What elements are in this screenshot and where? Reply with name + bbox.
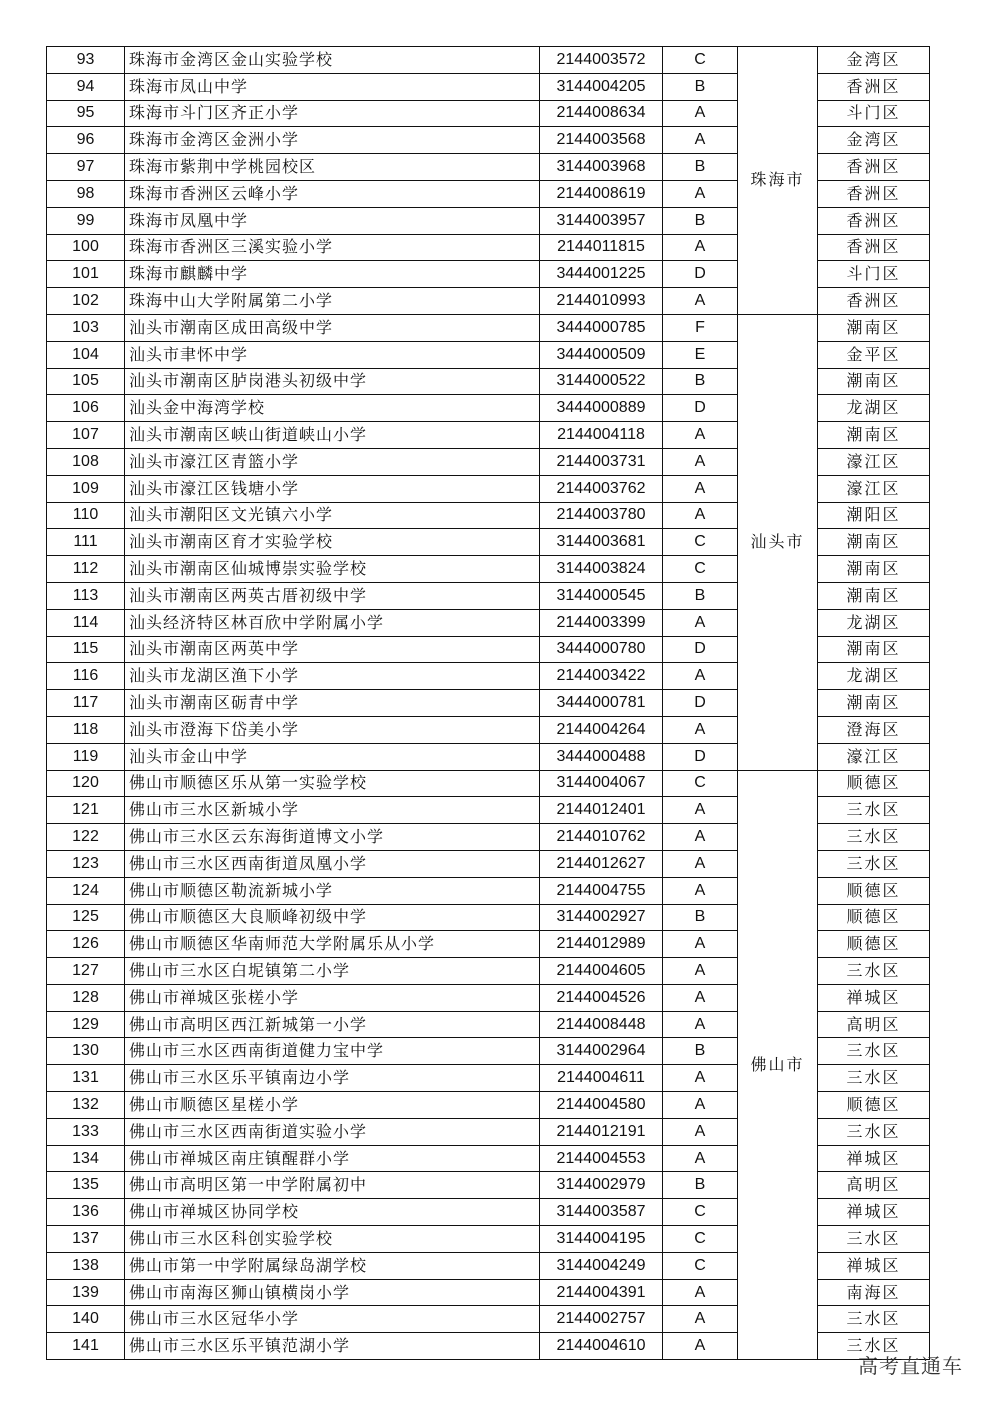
row-number: 108 [47, 448, 125, 475]
school-level: A [663, 288, 738, 315]
school-level: A [663, 1092, 738, 1119]
district-cell: 香洲区 [818, 180, 930, 207]
row-number: 96 [47, 127, 125, 154]
school-level: A [663, 877, 738, 904]
school-level: A [663, 502, 738, 529]
school-name: 珠海市凤凰中学 [125, 207, 540, 234]
school-code: 2144004391 [540, 1279, 663, 1306]
table-row [47, 47, 930, 74]
school-level: B [663, 154, 738, 181]
row-number: 121 [47, 797, 125, 824]
row-number: 126 [47, 931, 125, 958]
school-name: 佛山市三水区西南街道凤凰小学 [125, 850, 540, 877]
row-number: 134 [47, 1145, 125, 1172]
school-level: A [663, 1118, 738, 1145]
district-cell: 金湾区 [818, 127, 930, 154]
school-code: 3444000780 [540, 636, 663, 663]
district-cell: 三水区 [818, 1226, 930, 1253]
school-level: A [663, 1333, 738, 1360]
row-number: 117 [47, 690, 125, 717]
school-code: 2144003422 [540, 663, 663, 690]
school-code: 3144000545 [540, 582, 663, 609]
district-cell: 三水区 [818, 1306, 930, 1333]
school-level: C [663, 1226, 738, 1253]
row-number: 101 [47, 261, 125, 288]
school-name: 汕头市潮南区峡山街道峡山小学 [125, 422, 540, 449]
district-cell: 潮南区 [818, 368, 930, 395]
school-code: 3444000509 [540, 341, 663, 368]
school-code: 2144012401 [540, 797, 663, 824]
table-row [47, 770, 930, 797]
row-number: 141 [47, 1333, 125, 1360]
district-cell: 潮南区 [818, 636, 930, 663]
row-number: 139 [47, 1279, 125, 1306]
school-level: C [663, 47, 738, 74]
school-name: 汕头市潮南区成田高级中学 [125, 314, 540, 341]
district-cell: 高明区 [818, 1011, 930, 1038]
district-cell: 潮南区 [818, 314, 930, 341]
row-number: 107 [47, 422, 125, 449]
school-code: 2144011815 [540, 234, 663, 261]
row-number: 95 [47, 100, 125, 127]
city-cell: 汕头市 [738, 314, 818, 770]
school-level: A [663, 958, 738, 985]
district-cell: 龙湖区 [818, 663, 930, 690]
row-number: 104 [47, 341, 125, 368]
school-code: 2144004580 [540, 1092, 663, 1119]
school-level: F [663, 314, 738, 341]
district-cell: 三水区 [818, 1038, 930, 1065]
city-cell: 珠海市 [738, 47, 818, 315]
school-name: 珠海市金湾区金山实验学校 [125, 47, 540, 74]
school-code: 2144012627 [540, 850, 663, 877]
district-cell: 三水区 [818, 1065, 930, 1092]
school-name: 佛山市禅城区南庄镇醒群小学 [125, 1145, 540, 1172]
row-number: 128 [47, 984, 125, 1011]
district-cell: 香洲区 [818, 207, 930, 234]
district-cell: 香洲区 [818, 154, 930, 181]
district-cell: 顺德区 [818, 931, 930, 958]
district-cell: 顺德区 [818, 770, 930, 797]
school-code: 2144003762 [540, 475, 663, 502]
school-code: 3144002964 [540, 1038, 663, 1065]
school-code: 3144004195 [540, 1226, 663, 1253]
district-cell: 龙湖区 [818, 609, 930, 636]
school-level: A [663, 234, 738, 261]
school-level: A [663, 127, 738, 154]
school-code: 2144008619 [540, 180, 663, 207]
school-name: 汕头市潮阳区文光镇六小学 [125, 502, 540, 529]
school-code: 3144003968 [540, 154, 663, 181]
school-code: 2144010762 [540, 824, 663, 851]
school-code: 2144003780 [540, 502, 663, 529]
row-number: 99 [47, 207, 125, 234]
school-code: 2144002757 [540, 1306, 663, 1333]
school-level: A [663, 180, 738, 207]
school-code: 2144008448 [540, 1011, 663, 1038]
school-level: B [663, 368, 738, 395]
school-name: 佛山市禅城区协同学校 [125, 1199, 540, 1226]
school-code: 2144004526 [540, 984, 663, 1011]
row-number: 109 [47, 475, 125, 502]
school-level: E [663, 341, 738, 368]
school-name: 汕头市濠江区钱塘小学 [125, 475, 540, 502]
row-number: 93 [47, 47, 125, 74]
district-cell: 顺德区 [818, 904, 930, 931]
district-cell: 禅城区 [818, 1145, 930, 1172]
school-code: 2144012191 [540, 1118, 663, 1145]
school-code: 3144002927 [540, 904, 663, 931]
school-level: A [663, 1011, 738, 1038]
school-name: 佛山市高明区第一中学附属初中 [125, 1172, 540, 1199]
school-code: 3144004067 [540, 770, 663, 797]
school-name: 佛山市三水区科创实验学校 [125, 1226, 540, 1253]
school-code: 2144010993 [540, 288, 663, 315]
school-code: 3144003824 [540, 556, 663, 583]
school-name: 珠海市紫荆中学桃园校区 [125, 154, 540, 181]
district-cell: 南海区 [818, 1279, 930, 1306]
school-code: 3144003957 [540, 207, 663, 234]
school-level: A [663, 1065, 738, 1092]
school-level: B [663, 73, 738, 100]
district-cell: 金平区 [818, 341, 930, 368]
school-level: A [663, 1279, 738, 1306]
district-cell: 濠江区 [818, 743, 930, 770]
district-cell: 三水区 [818, 958, 930, 985]
school-name: 汕头市潮南区砺青中学 [125, 690, 540, 717]
school-code: 3144003587 [540, 1199, 663, 1226]
row-number: 110 [47, 502, 125, 529]
row-number: 132 [47, 1092, 125, 1119]
school-code: 2144003568 [540, 127, 663, 154]
school-level: B [663, 1038, 738, 1065]
district-cell: 三水区 [818, 850, 930, 877]
school-level: A [663, 475, 738, 502]
school-name: 珠海市麒麟中学 [125, 261, 540, 288]
district-cell: 香洲区 [818, 73, 930, 100]
district-cell: 三水区 [818, 1118, 930, 1145]
row-number: 119 [47, 743, 125, 770]
school-level: A [663, 984, 738, 1011]
school-code: 2144004755 [540, 877, 663, 904]
school-level: B [663, 1172, 738, 1199]
school-code: 3144000522 [540, 368, 663, 395]
row-number: 111 [47, 529, 125, 556]
school-code: 2144004605 [540, 958, 663, 985]
row-number: 133 [47, 1118, 125, 1145]
school-code: 2144012989 [540, 931, 663, 958]
district-cell: 三水区 [818, 824, 930, 851]
school-code: 3144004249 [540, 1252, 663, 1279]
school-name: 珠海市金湾区金洲小学 [125, 127, 540, 154]
school-level: A [663, 716, 738, 743]
school-code: 2144004553 [540, 1145, 663, 1172]
city-cell: 佛山市 [738, 770, 818, 1360]
school-level: A [663, 609, 738, 636]
district-cell: 三水区 [818, 1333, 930, 1360]
school-level: D [663, 636, 738, 663]
school-level: B [663, 582, 738, 609]
school-name: 佛山市顺德区乐从第一实验学校 [125, 770, 540, 797]
school-name: 汕头市聿怀中学 [125, 341, 540, 368]
school-level: A [663, 1145, 738, 1172]
district-cell: 潮阳区 [818, 502, 930, 529]
row-number: 100 [47, 234, 125, 261]
row-number: 115 [47, 636, 125, 663]
school-code: 2144004610 [540, 1333, 663, 1360]
district-cell: 顺德区 [818, 1092, 930, 1119]
district-cell: 潮南区 [818, 529, 930, 556]
school-level: C [663, 556, 738, 583]
row-number: 125 [47, 904, 125, 931]
district-cell: 斗门区 [818, 100, 930, 127]
school-name: 汕头市潮南区育才实验学校 [125, 529, 540, 556]
school-code: 3444000488 [540, 743, 663, 770]
school-name: 佛山市三水区西南街道健力宝中学 [125, 1038, 540, 1065]
row-number: 120 [47, 770, 125, 797]
school-name: 汕头市龙湖区渔下小学 [125, 663, 540, 690]
school-name: 佛山市顺德区勒流新城小学 [125, 877, 540, 904]
school-level: C [663, 1199, 738, 1226]
school-name: 汕头市潮南区两英古厝初级中学 [125, 582, 540, 609]
row-number: 94 [47, 73, 125, 100]
district-cell: 澄海区 [818, 716, 930, 743]
school-name: 珠海市斗门区齐正小学 [125, 100, 540, 127]
school-name: 汕头市潮南区仙城博崇实验学校 [125, 556, 540, 583]
school-code: 3144002979 [540, 1172, 663, 1199]
school-name: 珠海市香洲区三溪实验小学 [125, 234, 540, 261]
row-number: 123 [47, 850, 125, 877]
row-number: 112 [47, 556, 125, 583]
school-name: 珠海市凤山中学 [125, 73, 540, 100]
school-level: D [663, 743, 738, 770]
school-code: 2144003731 [540, 448, 663, 475]
row-number: 105 [47, 368, 125, 395]
district-cell: 顺德区 [818, 877, 930, 904]
school-level: A [663, 824, 738, 851]
row-number: 114 [47, 609, 125, 636]
district-cell: 潮南区 [818, 690, 930, 717]
school-level: A [663, 931, 738, 958]
school-name: 汕头金中海湾学校 [125, 395, 540, 422]
district-cell: 金湾区 [818, 47, 930, 74]
school-code: 3444001225 [540, 261, 663, 288]
school-name: 佛山市顺德区大良顺峰初级中学 [125, 904, 540, 931]
school-name: 佛山市三水区乐平镇南边小学 [125, 1065, 540, 1092]
school-name: 佛山市禅城区张槎小学 [125, 984, 540, 1011]
row-number: 98 [47, 180, 125, 207]
school-name: 佛山市三水区西南街道实验小学 [125, 1118, 540, 1145]
school-code: 3144004205 [540, 73, 663, 100]
table-row [47, 314, 930, 341]
row-number: 138 [47, 1252, 125, 1279]
school-name: 珠海中山大学附属第二小学 [125, 288, 540, 315]
district-cell: 高明区 [818, 1172, 930, 1199]
school-level: B [663, 207, 738, 234]
school-name: 佛山市第一中学附属绿岛湖学校 [125, 1252, 540, 1279]
school-level: C [663, 1252, 738, 1279]
school-name: 佛山市南海区狮山镇横岗小学 [125, 1279, 540, 1306]
school-level: D [663, 690, 738, 717]
school-code: 2144004118 [540, 422, 663, 449]
row-number: 137 [47, 1226, 125, 1253]
district-cell: 三水区 [818, 797, 930, 824]
school-name: 佛山市三水区乐平镇范湖小学 [125, 1333, 540, 1360]
school-table [46, 46, 930, 1360]
row-number: 103 [47, 314, 125, 341]
school-name: 汕头市澄海下岱美小学 [125, 716, 540, 743]
school-name: 佛山市三水区冠华小学 [125, 1306, 540, 1333]
district-cell: 濠江区 [818, 475, 930, 502]
school-level: D [663, 395, 738, 422]
school-code: 3444000785 [540, 314, 663, 341]
school-level: A [663, 422, 738, 449]
district-cell: 禅城区 [818, 1252, 930, 1279]
row-number: 113 [47, 582, 125, 609]
school-level: B [663, 904, 738, 931]
school-level: C [663, 529, 738, 556]
school-name: 汕头经济特区林百欣中学附属小学 [125, 609, 540, 636]
school-level: A [663, 100, 738, 127]
district-cell: 潮南区 [818, 556, 930, 583]
row-number: 129 [47, 1011, 125, 1038]
row-number: 116 [47, 663, 125, 690]
school-name: 佛山市顺德区星槎小学 [125, 1092, 540, 1119]
school-code: 3444000781 [540, 690, 663, 717]
district-cell: 潮南区 [818, 422, 930, 449]
school-table-body [47, 47, 930, 1360]
district-cell: 禅城区 [818, 1199, 930, 1226]
school-code: 2144008634 [540, 100, 663, 127]
school-level: A [663, 663, 738, 690]
district-cell: 潮南区 [818, 582, 930, 609]
school-level: A [663, 797, 738, 824]
row-number: 135 [47, 1172, 125, 1199]
school-name: 汕头市潮南区胪岗港头初级中学 [125, 368, 540, 395]
row-number: 130 [47, 1038, 125, 1065]
school-code: 3144003681 [540, 529, 663, 556]
school-name: 佛山市三水区新城小学 [125, 797, 540, 824]
row-number: 106 [47, 395, 125, 422]
district-cell: 香洲区 [818, 288, 930, 315]
district-cell: 香洲区 [818, 234, 930, 261]
school-name: 佛山市高明区西江新城第一小学 [125, 1011, 540, 1038]
school-code: 2144003399 [540, 609, 663, 636]
school-name: 汕头市金山中学 [125, 743, 540, 770]
school-level: C [663, 770, 738, 797]
row-number: 97 [47, 154, 125, 181]
row-number: 122 [47, 824, 125, 851]
school-name: 佛山市三水区云东海街道博文小学 [125, 824, 540, 851]
school-name: 汕头市潮南区两英中学 [125, 636, 540, 663]
row-number: 136 [47, 1199, 125, 1226]
school-name: 佛山市顺德区华南师范大学附属乐从小学 [125, 931, 540, 958]
school-level: A [663, 850, 738, 877]
school-code: 2144003572 [540, 47, 663, 74]
row-number: 124 [47, 877, 125, 904]
row-number: 140 [47, 1306, 125, 1333]
row-number: 118 [47, 716, 125, 743]
school-code: 2144004264 [540, 716, 663, 743]
district-cell: 龙湖区 [818, 395, 930, 422]
school-name: 汕头市濠江区青篮小学 [125, 448, 540, 475]
district-cell: 濠江区 [818, 448, 930, 475]
row-number: 127 [47, 958, 125, 985]
row-number: 131 [47, 1065, 125, 1092]
school-level: A [663, 448, 738, 475]
row-number: 102 [47, 288, 125, 315]
district-cell: 禅城区 [818, 984, 930, 1011]
district-cell: 斗门区 [818, 261, 930, 288]
school-name: 珠海市香洲区云峰小学 [125, 180, 540, 207]
school-code: 3444000889 [540, 395, 663, 422]
school-level: D [663, 261, 738, 288]
school-name: 佛山市三水区白坭镇第二小学 [125, 958, 540, 985]
watermark-text: 高考直通车 [858, 1354, 963, 1378]
school-code: 2144004611 [540, 1065, 663, 1092]
school-level: A [663, 1306, 738, 1333]
